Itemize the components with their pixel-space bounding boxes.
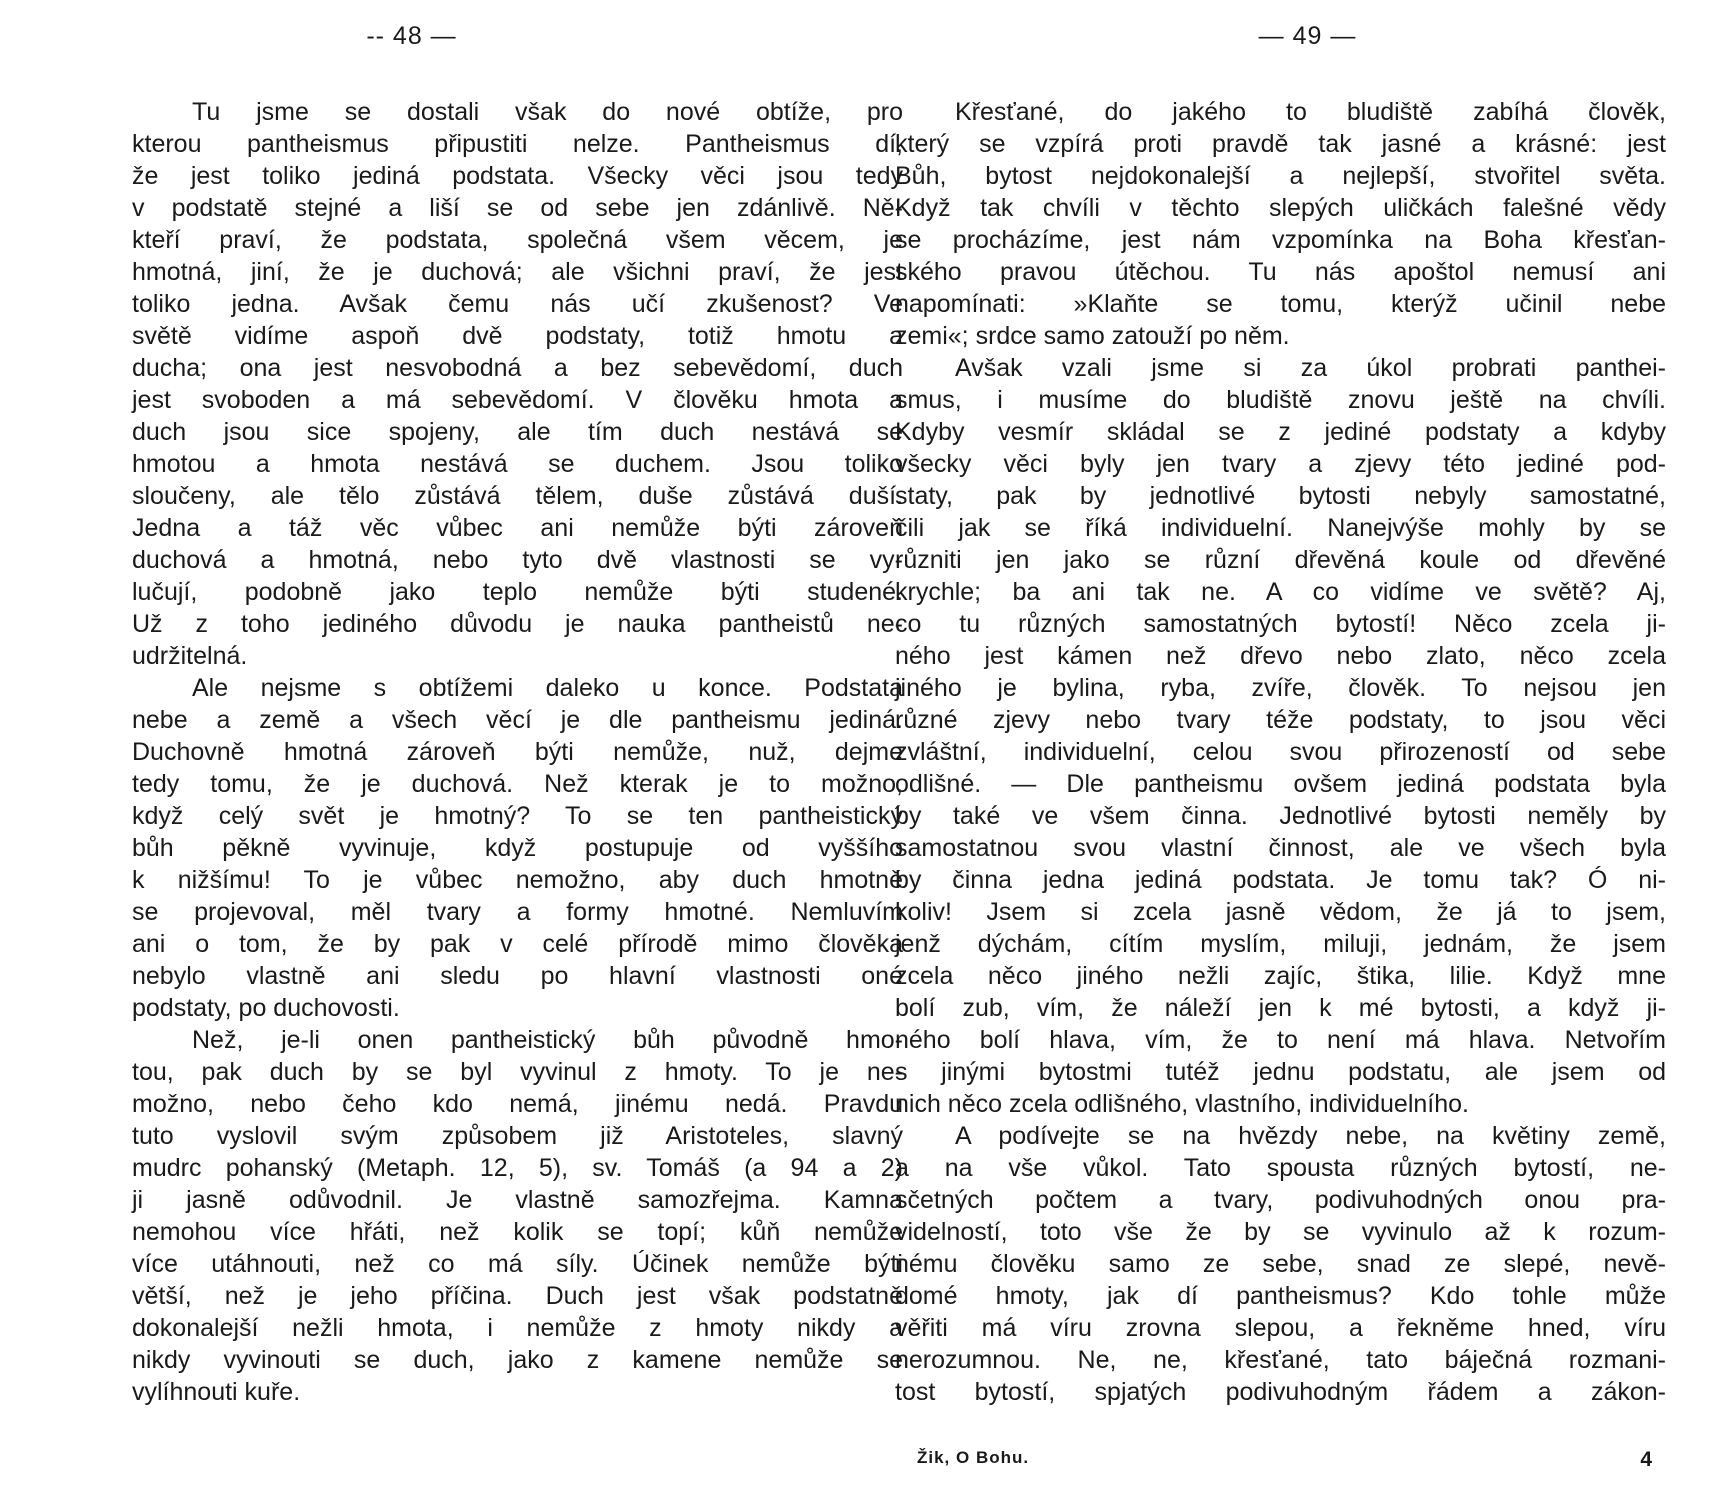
page-number-left: -- 48 — [366,22,457,50]
text-line: Křesťané, do jakého to bludiště zabíhá člověk, [955,98,1666,126]
text-line: ského pravou útěchou. Tu nás apoštol nemusí ani [895,258,1666,286]
text-line: Už z toho jediného důvodu je nauka pantheistů ne- [132,610,903,638]
text-line: k nižšímu! To je vůbec nemožno, aby duch hmotně [132,866,903,894]
text-line: kteří praví, že podstata, společná všem věcem, je [132,226,903,254]
text-line: že jest toliko jediná podstata. Všecky věci jsou tedy [132,162,903,190]
text-line: zvláštní, individuelní, celou svou přirozeností od sebe [895,738,1666,766]
text-line: a na vše vůkol. Tato spousta různých bytostí, ne- [895,1154,1666,1182]
text-line: Jedna a táž věc vůbec ani nemůže býti zároveň [132,514,903,542]
text-line: v podstatě stejné a liší se od sebe jen zdánlivě. Ně- [132,194,903,222]
text-line: více utáhnouti, než co má síly. Účinek nemůže býti [132,1250,903,1278]
text-line: bůh pěkně vyvinuje, když postupuje od vyššího [132,834,903,862]
text-line: Když tak chvíli v těchto slepých uličkách falešné vědy [895,194,1666,222]
text-line: nebylo vlastně ani sledu po hlavní vlastnosti oné [132,962,903,990]
text-line: s jinými bytostmi tutéž jednu podstatu, ale jsem od [895,1058,1666,1086]
text-line: kterou pantheismus připustiti nelze. Pantheismus dí, [132,130,903,158]
footer-sheet-number: 4 [1640,1448,1652,1471]
text-line: nebe a země a všech věcí je dle pantheismu jediná. [132,706,903,734]
text-line: A podívejte se na hvězdy nebe, na květiny země, [955,1122,1666,1150]
text-line: dokonalejší nežli hmota, i nemůže z hmoty nikdy a [132,1314,903,1342]
text-line: možno, nebo čeho kdo nemá, jinému nedá. Pravdu [132,1090,903,1118]
text-line: nemohou více hřáti, než kolik se topí; kůň nemůže [132,1218,903,1246]
text-line: co tu různých samostatných bytostí! Něco zcela ji- [895,610,1666,638]
text-line: sloučeny, ale tělo zůstává tělem, duše zůstává duší. [132,482,903,510]
text-line: ného bolí hlava, vím, že to není má hlava. Netvořím [895,1026,1666,1054]
text-line: jenž dýchám, cítím myslím, miluji, jednám, že jsem [895,930,1666,958]
text-line: napomínati: »Klaňte se tomu, kterýž učinil nebe [895,290,1666,318]
text-line: tuto vyslovil svým způsobem již Aristoteles, slavný [132,1122,903,1150]
left-page-body-text [132,96,903,1408]
text-line: Duchovně hmotná zároveň býti nemůže, nuž, dejme [132,738,903,766]
text-line: se procházíme, jest nám vzpomínka na Boha křesťan- [895,226,1666,254]
text-line: nikdy vyvinouti se duch, jako z kamene nemůže se [132,1346,903,1374]
text-line: domé hmoty, jak dí pantheismus? Kdo tohle může [895,1282,1666,1310]
text-line: podstaty, po duchovosti. [132,994,400,1022]
text-line: všecky věci byly jen tvary a zjevy této jediné pod- [895,450,1666,478]
text-line: videlností, toto vše že by se vyvinulo až k rozum- [895,1218,1666,1246]
text-line: ji jasně odůvodnil. Je vlastně samozřejma. Kamna [132,1186,903,1214]
text-line: světě vidíme aspoň dvě podstaty, totiž hmotu a [132,322,903,350]
page-number-right: — 49 — [1258,22,1357,50]
text-line: samostatnou svou vlastní činnost, ale ve všech byla [895,834,1666,862]
text-line: nému člověku samo ze sebe, snad ze slepé, nevě- [895,1250,1666,1278]
text-line: zcela něco jiného nežli zajíc, štika, lilie. Když mne [895,962,1666,990]
right-page [895,0,1666,1500]
text-line: duchová a hmotná, nebo tyto dvě vlastnosti se vy- [132,546,903,574]
left-page [70,0,903,1500]
text-line: Než, je-li onen pantheistický bůh původně hmo- [192,1026,903,1054]
text-line: tou, pak duch by se byl vyvinul z hmoty. To je ne- [132,1058,903,1086]
text-line: různiti jen jako se různí dřevěná koule od dřevěné [895,546,1666,574]
text-line: různé zjevy nebo tvary téže podstaty, to jsou věci [895,706,1666,734]
text-line: nerozumnou. Ne, ne, křesťané, tato báječná rozmani- [895,1346,1666,1374]
text-line: větší, než je jeho příčina. Duch jest však podstatně [132,1282,903,1310]
text-line: lučují, podobně jako teplo nemůže býti studené. [132,578,903,606]
text-line: smus, i musíme do bludiště znovu ještě na chvíli. [895,386,1666,414]
text-line: zemi«; srdce samo zatouží po něm. [895,322,1290,350]
text-line: bolí zub, vím, že náleží jen k mé bytosti, a když ji- [895,994,1666,1022]
text-line: vylíhnouti kuře. [132,1378,301,1406]
footer-signature: Žik, O Bohu. [917,1448,1030,1467]
text-line: jest svoboden a má sebevědomí. V člověku hmota a [132,386,903,414]
text-line: Avšak vzali jsme si za úkol probrati panthei- [955,354,1666,382]
text-line: Kdyby vesmír skládal se z jediné podstaty a kdyby [895,418,1666,446]
text-line: udržitelná. [132,642,248,670]
text-line: ducha; ona jest nesvobodná a bez sebevědomí, duch [132,354,903,382]
text-line: Tu jsme se dostali však do nové obtíže, pro [192,98,903,126]
text-line: sčetných počtem a tvary, podivuhodných onou pra- [895,1186,1666,1214]
text-line: čili jak se říká individuelní. Nanejvýše mohly by se [895,514,1666,542]
text-line: věřiti má víru zrovna slepou, a řekněme hned, víru [895,1314,1666,1342]
text-line: Ale nejsme s obtížemi daleko u konce. Podstata [192,674,903,702]
text-line: ani o tom, že by pak v celé přírodě mimo člověka [132,930,903,958]
text-line: odlišné. — Dle pantheismu ovšem jediná podstata byla [895,770,1666,798]
text-line: nich něco zcela odlišného, vlastního, individuelního. [895,1090,1469,1118]
text-line: toliko jedna. Avšak čemu nás učí zkušenost? Ve [132,290,903,318]
text-line: se projevoval, měl tvary a formy hmotné. Nemluvím [132,898,903,926]
text-line: duch jsou sice spojeny, ale tím duch nestává se [132,418,903,446]
right-page-body-text [895,96,1666,1408]
text-line: který se vzpírá proti pravdě tak jasné a krásné: jest [895,130,1666,158]
text-line: koliv! Jsem si zcela jasně vědom, že já to jsem, [895,898,1666,926]
text-line: tost bytostí, spjatých podivuhodným řádem a zákon- [895,1378,1666,1406]
text-line: ného jest kámen než dřevo nebo zlato, něco zcela [895,642,1666,670]
text-line: krychle; ba ani tak ne. A co vidíme ve světě? Aj, [895,578,1666,606]
text-line: Bůh, bytost nejdokonalejší a nejlepší, stvořitel světa. [895,162,1666,190]
text-line: staty, pak by jednotlivé bytosti nebyly samostatné, [895,482,1666,510]
text-line: jiného je bylina, ryba, zvíře, člověk. To nejsou jen [895,674,1666,702]
text-line: když celý svět je hmotný? To se ten pantheistický [132,802,903,830]
text-line: hmotou a hmota nestává se duchem. Jsou toliko [132,450,903,478]
text-line: mudrc pohanský (Metaph. 12, 5), sv. Tomáš (a 94 a 2) [132,1154,903,1182]
text-line: by činna jedna jediná podstata. Je tomu tak? Ó ni- [895,866,1666,894]
text-line: by také ve všem činna. Jednotlivé bytosti neměly by [895,802,1666,830]
text-line: hmotná, jiní, že je duchová; ale všichni praví, že jest [132,258,903,286]
text-line: tedy tomu, že je duchová. Než kterak je to možno, [132,770,903,798]
